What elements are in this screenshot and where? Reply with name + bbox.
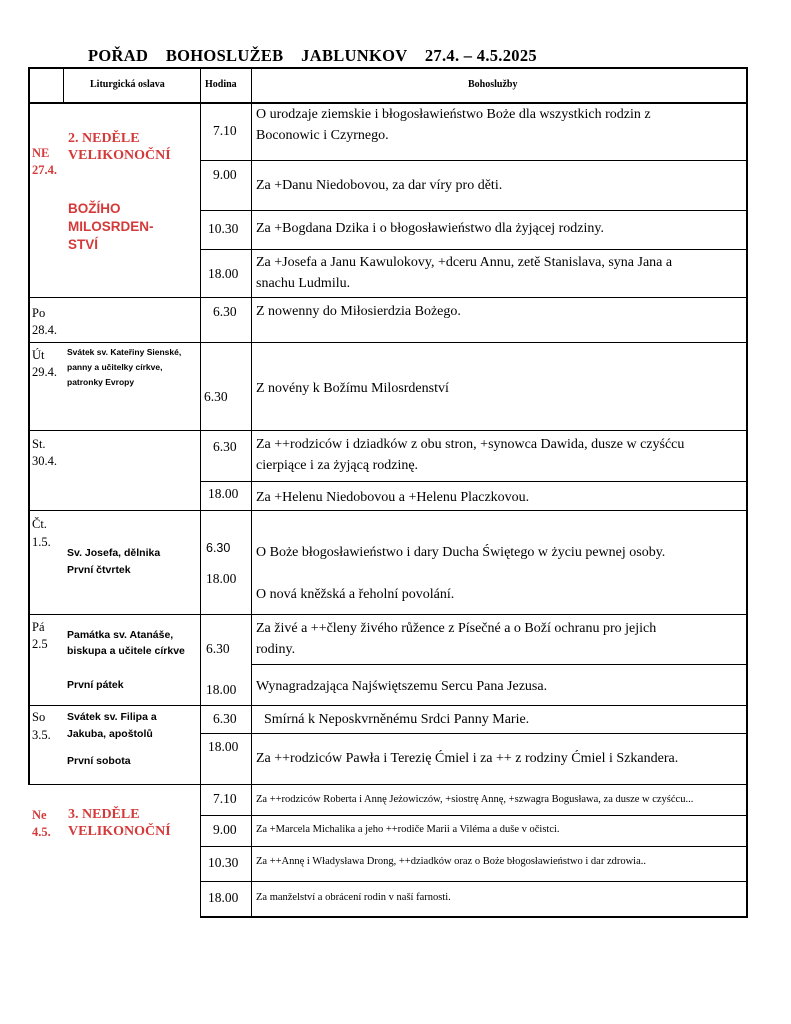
mass-time: 10.30 (208, 221, 239, 236)
mass-intention: rodiny. (256, 642, 296, 657)
row-divider (28, 510, 748, 511)
row-divider (200, 733, 747, 734)
row-divider (28, 67, 748, 69)
day-date: 30.4. (32, 454, 57, 468)
day-name: St. (32, 437, 46, 451)
liturgy-line: První sobota (67, 755, 131, 767)
mass-intention: Za +Danu Niedobovou, za dar víry pro děti. (256, 178, 503, 193)
mass-intention: Wynagradzająca Najświętszemu Sercu Pana Jezusa. (256, 679, 548, 694)
mass-intention: Za ++Annę i Władysława Drong, ++dziadków oraz o Boże błogosławieństwo i dar zdrowia.. (256, 856, 647, 867)
mass-intention: Za ++rodziców i dziadków z obu stron, +synowca Dawida, dusze w czyśćcu (256, 437, 685, 452)
liturgy-line: Sv. Josefa, dělnika (67, 547, 161, 559)
liturgy-line: panny a učitelky církve, (67, 362, 163, 372)
row-divider (200, 815, 747, 816)
liturgy-line: Svátek sv. Kateřiny Sienské, (67, 347, 182, 357)
mass-intention: Z nowenny do Miłosierdzia Bożego. (256, 304, 461, 319)
mass-time: 6.30 (213, 439, 237, 454)
mass-time: 9.00 (213, 167, 237, 182)
mass-time: 18.00 (208, 486, 239, 501)
liturgy-line: VELIKONOČNÍ (68, 148, 171, 163)
mass-intention: O Boże błogosławieństwo i dary Ducha Świętego w życiu pewnej osoby. (256, 545, 666, 560)
day-name: Ne (32, 808, 47, 822)
mass-time: 6.30 (206, 641, 230, 656)
mass-time: 18.00 (206, 571, 237, 586)
row-divider (200, 481, 747, 482)
header-services: Bohoslužby (468, 79, 518, 90)
day-date: 3.5. (32, 728, 51, 742)
table-border-right (746, 67, 748, 918)
mass-intention: Boconowic i Czyrnego. (256, 128, 389, 143)
day-name: Po (32, 306, 46, 320)
mass-intention: Za manželství a obrácení rodin v naší farnosti. (256, 892, 451, 903)
liturgy-line: 3. NEDĚLE (68, 807, 140, 822)
mass-time: 7.10 (213, 791, 237, 806)
mass-intention: Za ++rodziców Pawła i Terezię Ćmiel i za ++ z rodziny Ćmiel i Szkandera. (256, 751, 679, 766)
day-name: Pá (32, 620, 45, 634)
mass-intention: snachu Ludmilu. (256, 276, 351, 291)
mass-time: 7.10 (213, 123, 237, 138)
row-divider (251, 664, 747, 665)
mass-intention: Za +Bogdana Dzika i o błogosławieństwo dla żyjącej rodziny. (256, 221, 604, 236)
mass-intention: Smírná k Neposkvrněnému Srdci Panny Marie. (264, 712, 530, 727)
day-date: 1.5. (32, 535, 51, 549)
mass-time: 18.00 (208, 739, 239, 754)
day-name: So (32, 710, 46, 724)
row-divider (200, 160, 747, 161)
mass-intention: Za ++rodziców Roberta i Annę Jeżowiczów, +siostrę Annę, +szwagra Bogusława, za dusze w czyśćcu... (256, 794, 694, 805)
mass-intention: O nová kněžská a řeholní povolání. (256, 587, 455, 602)
mass-time: 6.30 (206, 541, 231, 555)
liturgy-line: První pátek (67, 679, 124, 691)
mass-intention: O urodzaje ziemskie i błogosławieństwo Boże dla wszystkich rodzin z (256, 107, 651, 122)
mass-intention: Za +Marcela Michalika a jeho ++rodiče Marii a Viléma a duše v očistci. (256, 824, 560, 835)
table-border-left (28, 67, 30, 785)
mass-time: 18.00 (208, 890, 239, 905)
row-divider (28, 784, 748, 785)
mass-intention: Za +Josefa a Janu Kawulokovy, +dceru Annu, zetě Stanislava, syna Jana a (256, 255, 673, 270)
mass-time: 6.30 (213, 711, 237, 726)
day-date: 2.5 (32, 637, 48, 651)
liturgy-line: 2. NEDĚLE (68, 131, 140, 146)
liturgy-line: Jakuba, apoštolů (67, 728, 153, 740)
liturgy-line: BOŽÍHO (68, 201, 121, 216)
liturgy-line: MILOSRDEN- (68, 219, 154, 234)
row-divider (28, 342, 748, 343)
mass-time: 18.00 (208, 266, 239, 281)
day-date: 4.5. (32, 825, 51, 839)
day-name: Út (32, 348, 45, 362)
row-divider (28, 430, 748, 431)
mass-time: 18.00 (206, 682, 237, 697)
day-date: 29.4. (32, 365, 57, 379)
liturgy-line: Památka sv. Atanáše, (67, 629, 174, 641)
row-divider (28, 614, 748, 615)
day-date: 28.4. (32, 323, 57, 337)
page-title: POŘAD BOHOSLUŽEB JABLUNKOV 27.4. – 4.5.2025 (88, 46, 537, 65)
row-divider (200, 916, 748, 918)
liturgy-line: První čtvrtek (67, 564, 131, 576)
row-divider (200, 249, 747, 250)
column-divider (63, 67, 64, 103)
mass-intention: cierpiące i za żyjącą rodzinę. (256, 458, 419, 473)
mass-intention: Z novény k Božímu Milosrdenství (256, 381, 449, 396)
mass-time: 10.30 (208, 855, 239, 870)
mass-time: 9.00 (213, 822, 237, 837)
mass-intention: Za živé a ++členy živého růžence z Písečné a o Boží ochranu pro jejich (256, 621, 657, 636)
header-hour: Hodina (205, 79, 237, 90)
liturgy-line: biskupa a učitele církve (67, 645, 185, 657)
header-liturgical: Liturgická oslava (90, 79, 165, 90)
row-divider (200, 210, 747, 211)
mass-time: 6.30 (204, 389, 228, 404)
liturgy-line: patronky Evropy (67, 377, 135, 387)
mass-time: 6.30 (213, 304, 237, 319)
liturgy-line: VELIKONOČNÍ (68, 824, 171, 839)
day-name: NE (32, 146, 50, 160)
row-divider (200, 881, 747, 882)
column-divider (251, 67, 252, 918)
row-divider (200, 846, 747, 847)
row-divider (28, 297, 748, 298)
day-date: 27.4. (32, 163, 57, 177)
row-divider (28, 705, 748, 706)
liturgy-line: Svátek sv. Filipa a (67, 711, 157, 723)
column-divider (200, 67, 201, 918)
liturgy-line: STVÍ (68, 237, 99, 252)
day-name: Čt. (32, 517, 47, 531)
mass-intention: Za +Helenu Niedobovou a +Helenu Placzkovou. (256, 490, 530, 505)
